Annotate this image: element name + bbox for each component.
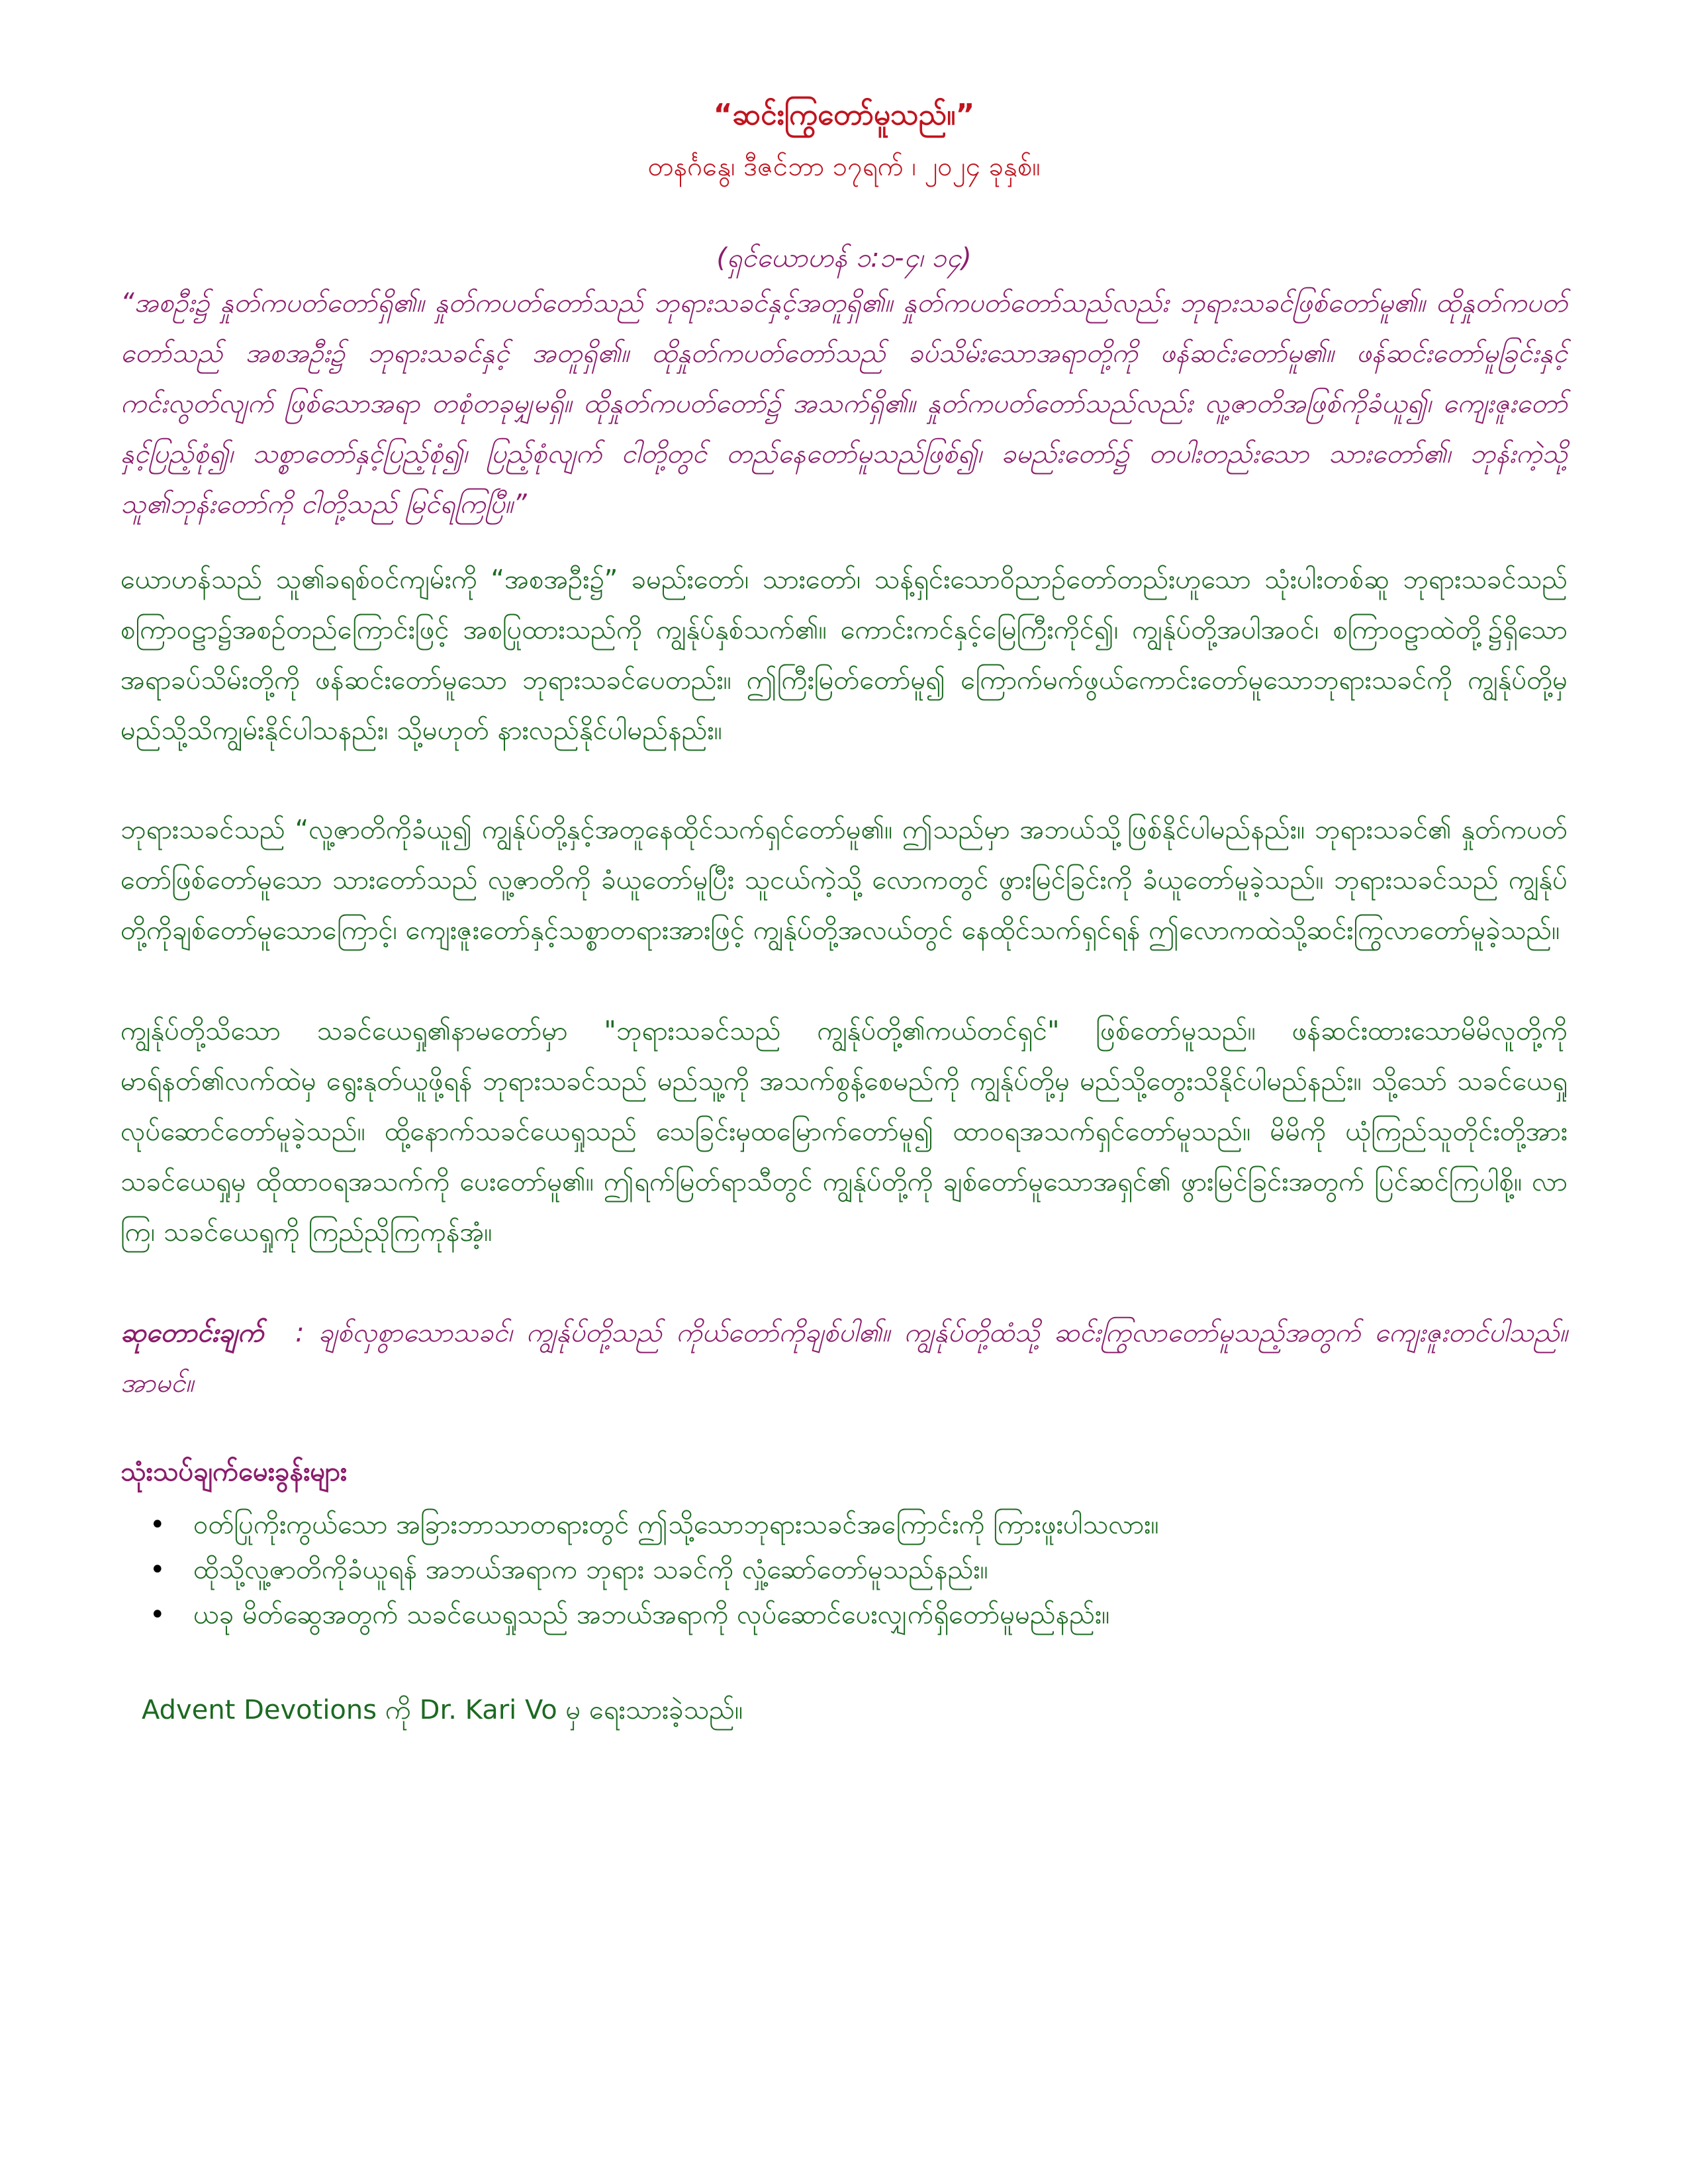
body-paragraph-2: ဘုရားသခင်သည် “လူ့ဇာတိကိုခံယူ၍ ကျွန်ုပ်တို့နှင့်အတူနေထိုင်သက်ရှင်တော်မူ၏။ ဤသည်မှာ အဘယ်သို့ဖြစ်နိုင်ပါမည်နည်း။ ဘုရားသခင်၏ နှုတ်ကပတ်တော်ဖြစ်တော်မူသော သားတော်သည် လူ့ဇာတိကို ခံယူတော်မူပြီး သူငယ်ကဲ့သို့ လောကတွင် ဖွားမြင်ခြင်းကို ခံယူတော်မူခဲ့သည်။ ဘုရားသခင်သည် ကျွန်ုပ်တို့ကိုချစ်တော်မူသောကြောင့်၊ ကျေးဇူးတော်နှင့်သစ္စာတရားအားဖြင့် ကျွန်ုပ်တို့အလယ်တွင် နေထိုင်သက်ရှင်ရန် ဤလောကထဲသို့ဆင်းကြွလာတော်မူခဲ့သည်။	[120, 815, 1568, 946]
questions-heading: သုံးသပ်ချက်မေးခွန်းများ	[120, 1457, 348, 1487]
prayer-label: ဆုတောင်းချက်	[120, 1318, 264, 1348]
author-credit: Advent Devotions ကို Dr. Kari Vo မှ ရေးသားခဲ့သည်။	[142, 1695, 743, 1725]
prayer-block	[120, 1308, 1568, 1408]
body-paragraph-3: ကျွန်ုပ်တို့သိသော သခင်ယေရှု၏နာမတော်မှာ "ဘုရားသခင်သည် ကျွန်ုပ်တို့၏ကယ်တင်ရှင်" ဖြစ်တော်မူသည်။ ဖန်ဆင်းထားသောမိမိလူတို့ကို မာရ်နတ်၏လက်ထဲမှ ရွေးနုတ်ယူဖို့ရန် ဘုရားသခင်သည် မည်သူ့ကို အသက်စွန့်စေမည်ကို ကျွန်ုပ်တို့မှ မည်သို့တွေးသိနိုင်ပါမည်နည်း။ သို့သော် သခင်ယေရှုလုပ်ဆောင်တော်မူခဲ့သည်။ ထို့နောက်သခင်ယေရှုသည် သေခြင်းမှထမြောက်တော်မူ၍ ထာဝရအသက်ရှင်တော်မူသည်။ မိမိကို ယုံကြည်သူတိုင်းတို့အား သခင်ယေရှုမှ ထိုထာဝရအသက်ကို ပေးတော်မူ၏။ ဤရက်မြတ်ရာသီတွင် ကျွန်ုပ်တို့ကို ချစ်တော်မူသောအရှင်၏ ဖွားမြင်ခြင်းအတွက် ပြင်ဆင်ကြပါစို့။ လာကြ၊ သခင်ယေရှုကို ကြည်ညိုကြကုန်အံ့။	[120, 1016, 1568, 1248]
list-item	[120, 1547, 1568, 1592]
bullet-icon: •	[150, 1510, 165, 1540]
question-text: ယခု မိတ်ဆွေအတွက် သခင်ယေရှုသည် အဘယ်အရာကို လုပ်ဆောင်ပေးလျှက်ရှိတော်မူမည်နည်း။	[193, 1600, 1110, 1630]
scripture-text: “အစဦး၌ နှုတ်ကပတ်တော်ရှိ၏။ နှုတ်ကပတ်တော်သည် ဘုရားသခင်နှင့်အတူရှိ၏။ နှုတ်ကပတ်တော်သည်လည်း ဘုရားသခင်ဖြစ်တော်မူ၏။ ထိုနှုတ်ကပတ်တော်သည် အစအဦး၌ ဘုရားသခင်နှင့် အတူရှိ၏။ ထိုနှုတ်ကပတ်တော်သည် ခပ်သိမ်းသောအရာတို့ကို ဖန်ဆင်းတော်မူ၏။ ဖန်ဆင်းတော်မူခြင်းနှင့် ကင်းလွတ်လျက် ဖြစ်သောအရာ တစုံတခုမျှမရှိ။ ထိုနှုတ်ကပတ်တော်၌ အသက်ရှိ၏။ နှုတ်ကပတ်တော်သည်လည်း လူ့ဇာတိအဖြစ်ကိုခံယူ၍၊ ကျေးဇူးတော်နှင့်ပြည့်စုံ၍၊ သစ္စာတော်နှင့်ပြည့်စုံ၍၊ ပြည့်စုံလျက် ငါတို့တွင် တည်နေတော်မူသည်ဖြစ်၍၊ ခမည်းတော်၌ တပါးတည်းသော သားတော်၏၊ ဘုန်းကဲ့သို့ သူ၏ဘုန်းတော်ကို ငါတို့သည် မြင်ရကြပြီ။”	[120, 288, 1568, 520]
list-item	[120, 1592, 1568, 1637]
prayer-text: : ချစ်လှစွာသောသခင်၊ ကျွန်ုပ်တို့သည် ကိုယ်တော်ကိုချစ်ပါ၏။ ကျွန်ုပ်တို့ထံသို့ ဆင်းကြွလာတော်မူသည့်အတွက် ကျေးဇူးတင်ပါသည်။ အာမင်။	[120, 1318, 1568, 1398]
page-title: “ဆင်းကြွတော်မူသည်။”	[713, 98, 975, 132]
bullet-icon: •	[150, 1555, 165, 1585]
questions-list	[120, 1502, 1568, 1637]
bullet-icon: •	[150, 1600, 165, 1630]
question-text: ထိုသို့လူ့ဇာတိကိုခံယူရန် အဘယ်အရာက ဘုရား သခင်ကို လှုံ့ဆော်တော်မူသည်နည်း။	[193, 1555, 988, 1585]
scripture-reference: (ရှင်ယောဟန် ၁:၁-၄၊ ၁၄)	[716, 243, 972, 273]
question-text: ဝတ်ပြုကိုးကွယ်သော အခြားဘာသာတရားတွင် ဤသို့သောဘုရားသခင်အကြောင်းကို ကြားဖူးပါသလား။	[193, 1510, 1159, 1540]
body-paragraph-1: ယောဟန်သည် သူ၏ခရစ်ဝင်ကျမ်းကို “အစအဦး၌” ခမည်းတော်၊ သားတော်၊ သန့်ရှင်းသောဝိညာဉ်တော်တည်းဟူသော သုံးပါးတစ်ဆူ ဘုရားသခင်သည် စကြာဝဠာ၌အစဉ်တည်ကြောင်းဖြင့် အစပြုထားသည်ကို ကျွန်ုပ်နှစ်သက်၏။ ကောင်းကင်နှင့်မြေကြီးကိုင်၍၊ ကျွန်ုပ်တို့အပါအဝင်၊ စကြာဝဠာထဲတို့၌ရှိသော အရာခပ်သိမ်းတို့ကို ဖန်ဆင်းတော်မူသော ဘုရားသခင်ပေတည်း။ ဤကြီးမြတ်တော်မူ၍ ကြောက်မက်ဖွယ်ကောင်းတော်မူသောဘုရားသခင်ကို ကျွန်ုပ်တို့မှ မည်သို့သိကျွမ်းနိုင်ပါသနည်း၊ သို့မဟုတ် နားလည်နိုင်ပါမည်နည်း။	[120, 565, 1568, 746]
list-item	[120, 1502, 1568, 1547]
devotion-date: တနင်္ဂနွေ၊ ဒီဇင်ဘာ ၁၇ရက် ၊ ၂၀၂၄ ခုနှစ်။	[647, 152, 1041, 182]
